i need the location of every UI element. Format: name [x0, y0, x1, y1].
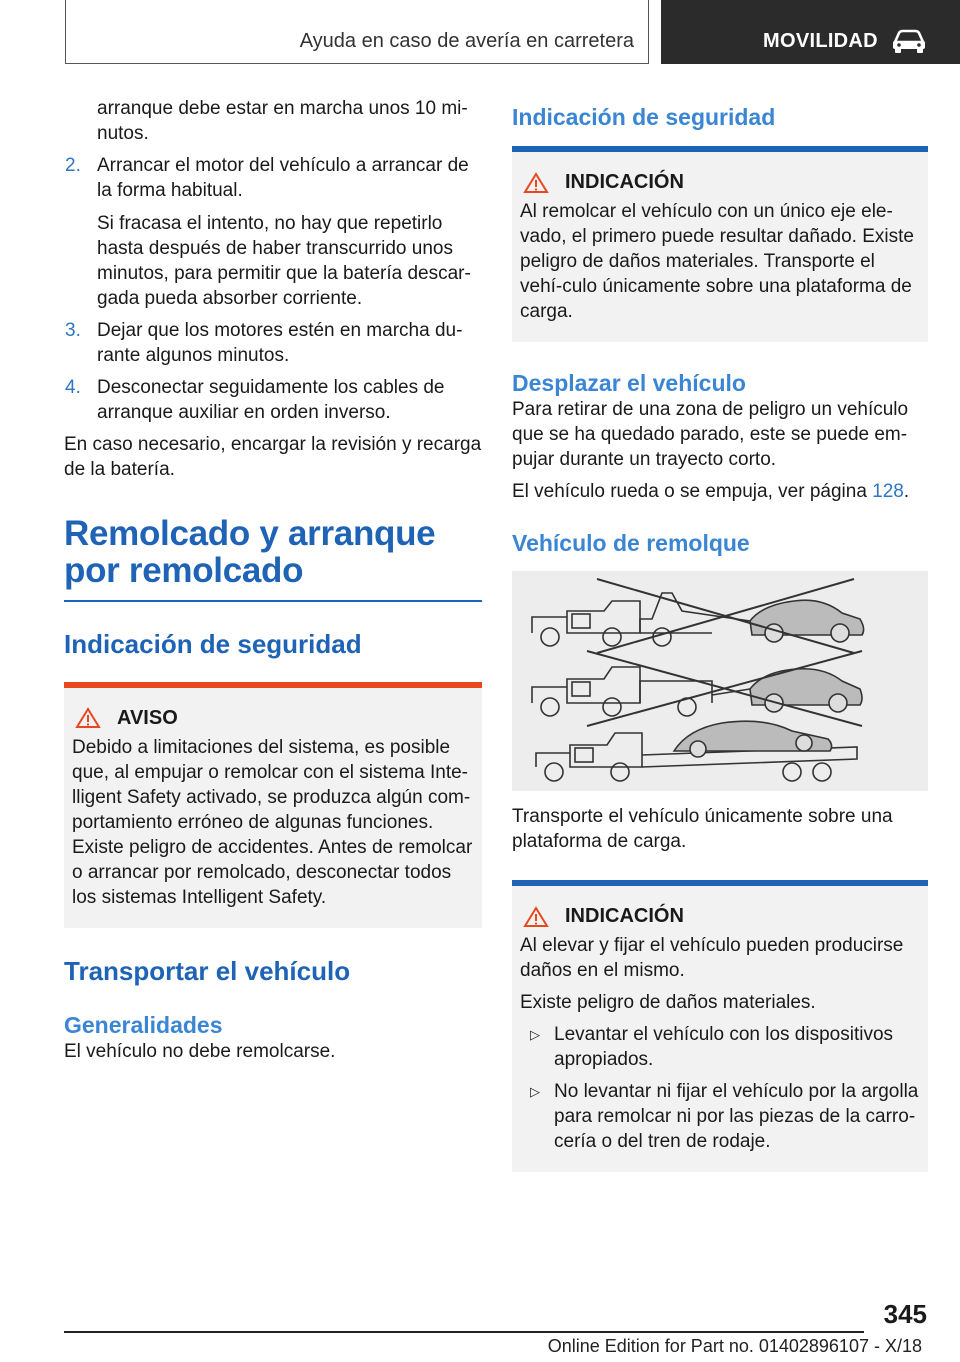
note-title: INDICACIÓN: [565, 905, 684, 927]
heading-general: Generalidades: [64, 1011, 223, 1038]
heading-rule: [64, 600, 482, 602]
figure-caption: Transporte el vehículo únicamente sobre una plataforma de carga.: [512, 806, 893, 852]
step-number: 3.: [65, 320, 81, 341]
step-item: [64, 153, 482, 311]
header-chapter-box: [661, 0, 960, 64]
right-column: [512, 103, 928, 1172]
paragraph-general: El vehículo no debe remolcarse.: [64, 1040, 336, 1062]
footer-edition: Online Edition for Part no. 01402896107 - X/18: [547, 1336, 922, 1356]
heading-move: Desplazar el vehículo: [512, 370, 746, 396]
heading-safety-right: Indicación de seguridad: [512, 104, 776, 130]
step-number: 4.: [65, 377, 81, 398]
note-title: INDICACIÓN: [565, 171, 684, 193]
heading-tow: Vehículo de remolque: [512, 530, 750, 556]
note-text: Al remolcar el vehículo con un único eje ele-vado, el primero puede resultar dañado. Existe peligro de daños materiales. Transporte el vehí-culo únicamente sobre una plataforma de carga.: [520, 201, 914, 322]
steps-list: [64, 153, 482, 425]
triangle-bullet-icon: ▷: [530, 1027, 540, 1042]
note-title-row: [520, 171, 920, 194]
warning-title: AVISO: [117, 706, 178, 729]
step-text: Dejar que los motores estén en marcha du-rante algunos minutos.: [97, 320, 463, 366]
warning-triangle-icon: [75, 707, 101, 729]
step-number: 2.: [65, 155, 81, 176]
header-section-box: [65, 0, 649, 64]
step-item: [64, 318, 482, 368]
step-continuation: Si fracasa el intento, no hay que repetirlo hasta después de haber transcurrido unos minutos, para permitir que la batería descar-gada pueda absorber corriente.: [97, 213, 471, 309]
note-text-2: Existe peligro de daños materiales.: [520, 992, 816, 1013]
warning-triangle-icon: [523, 172, 549, 194]
heading-transport: Transportar el vehículo: [64, 955, 351, 986]
towing-illustration: [512, 571, 928, 791]
warning-triangle-icon: [523, 906, 549, 928]
step-item: [64, 375, 482, 425]
bullet-item: ▷ No levantar ni fijar el vehículo por la argolla para remolcar ni por las piezas de la carro-cería o del tren de rodaje.: [530, 1081, 919, 1152]
note-title-row: [520, 905, 920, 928]
note-box-2: [512, 880, 928, 1172]
paragraph-roll: El vehículo rueda o se empuja, ver página 128.: [512, 481, 910, 502]
car-icon: [891, 28, 927, 54]
paragraph-battery: En caso necesario, encargar la revisión y recarga de la batería.: [64, 434, 482, 480]
page-number: 345: [883, 1299, 927, 1329]
note-bullet-list: [520, 1022, 920, 1154]
paragraph-move: Para retirar de una zona de peligro un vehículo que se ha quedado parado, este se puede em-pujar durante un trayecto corto.: [512, 399, 909, 470]
chapter-heading: Remolcado y arranque por remolcado: [64, 514, 436, 590]
warning-text: Debido a limitaciones del sistema, es posible que, al empujar o remolcar con el sistema Inte-lligent Safety activado, se produzca algún com-portamiento erróneo de algunas funciones. Existe peligro de accidentes. Antes de remolcar o arrancar por remolcado, desconectar todos los sistemas Intelligent Safety.: [72, 736, 473, 908]
page-header: [0, 0, 960, 66]
bullet-item: ▷ Levantar el vehículo con los dispositivos apropiados.: [530, 1024, 894, 1070]
page-link[interactable]: 128: [872, 481, 904, 502]
step-text: Arrancar el motor del vehículo a arrancar de la forma habitual.: [97, 155, 469, 201]
towing-trucks-illustration: [512, 571, 928, 791]
warning-box: [64, 682, 482, 928]
header-chapter-title: MOVILIDAD: [763, 30, 878, 52]
left-column: [64, 96, 482, 1064]
footer-rule: [64, 1331, 864, 1333]
triangle-bullet-icon: ▷: [530, 1084, 540, 1099]
note-box-1: [512, 146, 928, 342]
step-1-continuation: arranque debe estar en marcha unos 10 mi- nutos.: [97, 98, 468, 144]
header-section-title: Ayuda en caso de avería en carretera: [299, 30, 634, 52]
heading-safety: Indicación de seguridad: [64, 628, 362, 659]
note-text-1: Al elevar y fijar el vehículo pueden producirse daños en el mismo.: [520, 935, 904, 981]
step-text: Desconectar seguidamente los cables de arranque auxiliar en orden inverso.: [97, 377, 445, 423]
warning-title-row: [72, 707, 474, 730]
